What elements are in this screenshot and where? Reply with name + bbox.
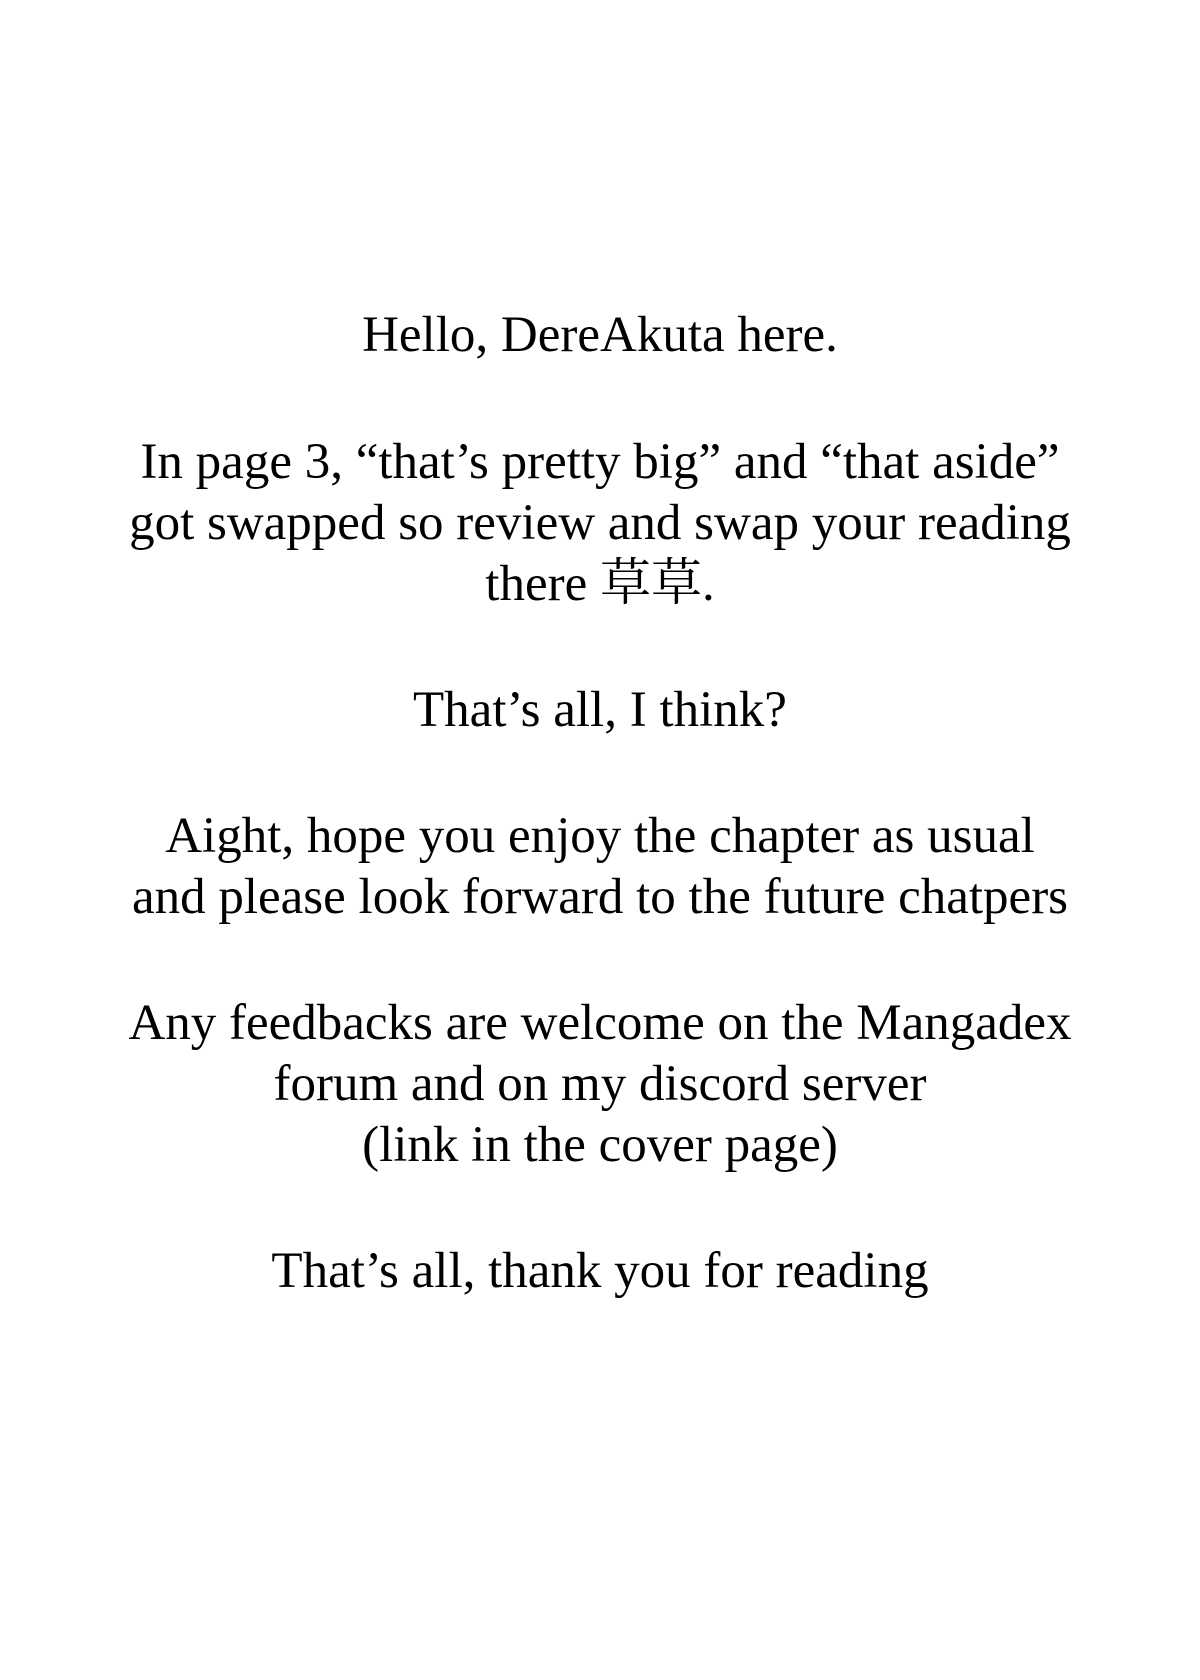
translator-note [0, 305, 1200, 1367]
feedback-line-1: Any feedbacks are welcome on the Mangadex [128, 995, 1072, 1051]
swap-notice-paragraph [0, 432, 1200, 615]
swap-notice-line-1: In page 3, “that’s pretty big” and “that aside” [140, 434, 1060, 490]
greeting-paragraph [0, 305, 1200, 366]
feedback-line-3: (link in the cover page) [362, 1117, 838, 1173]
swap-notice-line-3: there 草草. [485, 556, 715, 612]
enjoy-line-1: Aight, hope you enjoy the chapter as usual [165, 808, 1035, 864]
enjoy-paragraph [0, 806, 1200, 928]
thanks-line: That’s all, thank you for reading [271, 1243, 929, 1299]
closing-question-paragraph [0, 680, 1200, 741]
thanks-paragraph [0, 1241, 1200, 1302]
swap-notice-line-2: got swapped so review and swap your reading [129, 495, 1071, 551]
enjoy-line-2: and please look forward to the future chatpers [131, 869, 1069, 925]
feedback-line-2: forum and on my discord server [273, 1056, 927, 1112]
greeting-line: Hello, DereAkuta here. [362, 307, 838, 363]
feedback-paragraph [0, 993, 1200, 1176]
closing-question-line: That’s all, I think? [413, 682, 787, 738]
